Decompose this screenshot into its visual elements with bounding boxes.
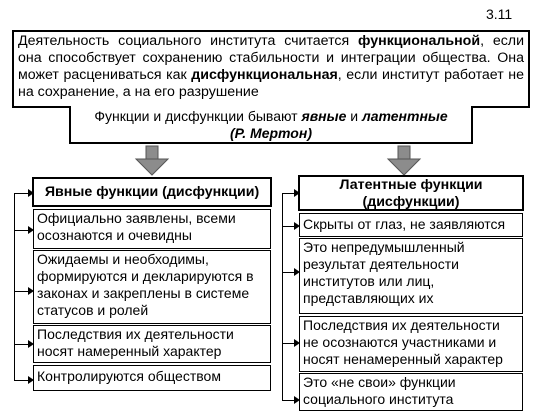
- latent-item-2: Это непредумышленный результат деятельности институтов или лиц, представляющих их: [299, 238, 523, 314]
- functions-title-author: (Р. Мертон): [230, 125, 312, 141]
- functions-title-text-1: Функции и дисфункции бывают: [94, 108, 302, 124]
- explicit-bracket-arrow-head: [14, 193, 32, 194]
- explicit-item-1: Официально заявлены, всеми осознаются и очевидны: [33, 209, 271, 249]
- latent-item-4: Это «не свои» функции социального института: [299, 373, 523, 411]
- latent-bracket: [282, 193, 284, 401]
- latent-bracket-arrow-head: [282, 193, 298, 194]
- latent-bracket-arrow-1: [282, 226, 298, 227]
- arrow-right: [388, 146, 420, 175]
- explicit-item-2: Ожидаемы и необходимы, формируются и декларируются в законах и закреплены в системе статусов и ролей: [33, 250, 271, 324]
- explicit-bracket-arrow-3: [14, 344, 32, 345]
- latent-item-1: Скрыты от глаз, не заявляются: [299, 213, 523, 237]
- explicit-bracket-arrow-2: [14, 291, 32, 292]
- functions-title-explicit: явные: [301, 108, 347, 124]
- explicit-bracket-arrow-1: [14, 230, 32, 231]
- latent-bracket-arrow-4: [282, 400, 298, 401]
- explicit-bracket-arrow-4: [14, 380, 32, 381]
- explicit-item-4: Контролируются обществом: [33, 365, 271, 391]
- latent-header: Латентные функции (дисфункции): [298, 175, 524, 211]
- intro-text-1: Деятельность социального института считается: [18, 33, 359, 49]
- intro-text-3: , если институт работает не на сохранение, а на его разрушение: [18, 67, 524, 100]
- latent-bracket-arrow-2: [282, 272, 298, 273]
- intro-bold-functional: функциональной: [358, 33, 481, 49]
- explicit-item-3: Последствия их деятельности носят намеренный характер: [33, 325, 271, 363]
- intro-text-2: , если она способствует сохранению стабильности и интеграции общества. Она может расцениваться как: [18, 33, 525, 83]
- latent-item-3: Последствия их деятельности не осознаются участниками и носят ненамеренный характер: [299, 316, 523, 372]
- intro-bold-dysfunctional: дисфункциональная: [191, 67, 338, 83]
- latent-bracket-arrow-3: [282, 343, 298, 344]
- functions-title-and: и: [346, 108, 362, 124]
- explicit-bracket: [14, 193, 16, 381]
- arrow-left: [136, 146, 168, 175]
- explicit-header: Явные функции (дисфункции): [32, 177, 272, 207]
- functions-title-latent: латентные: [362, 108, 448, 124]
- slide-number: 3.11: [486, 6, 513, 22]
